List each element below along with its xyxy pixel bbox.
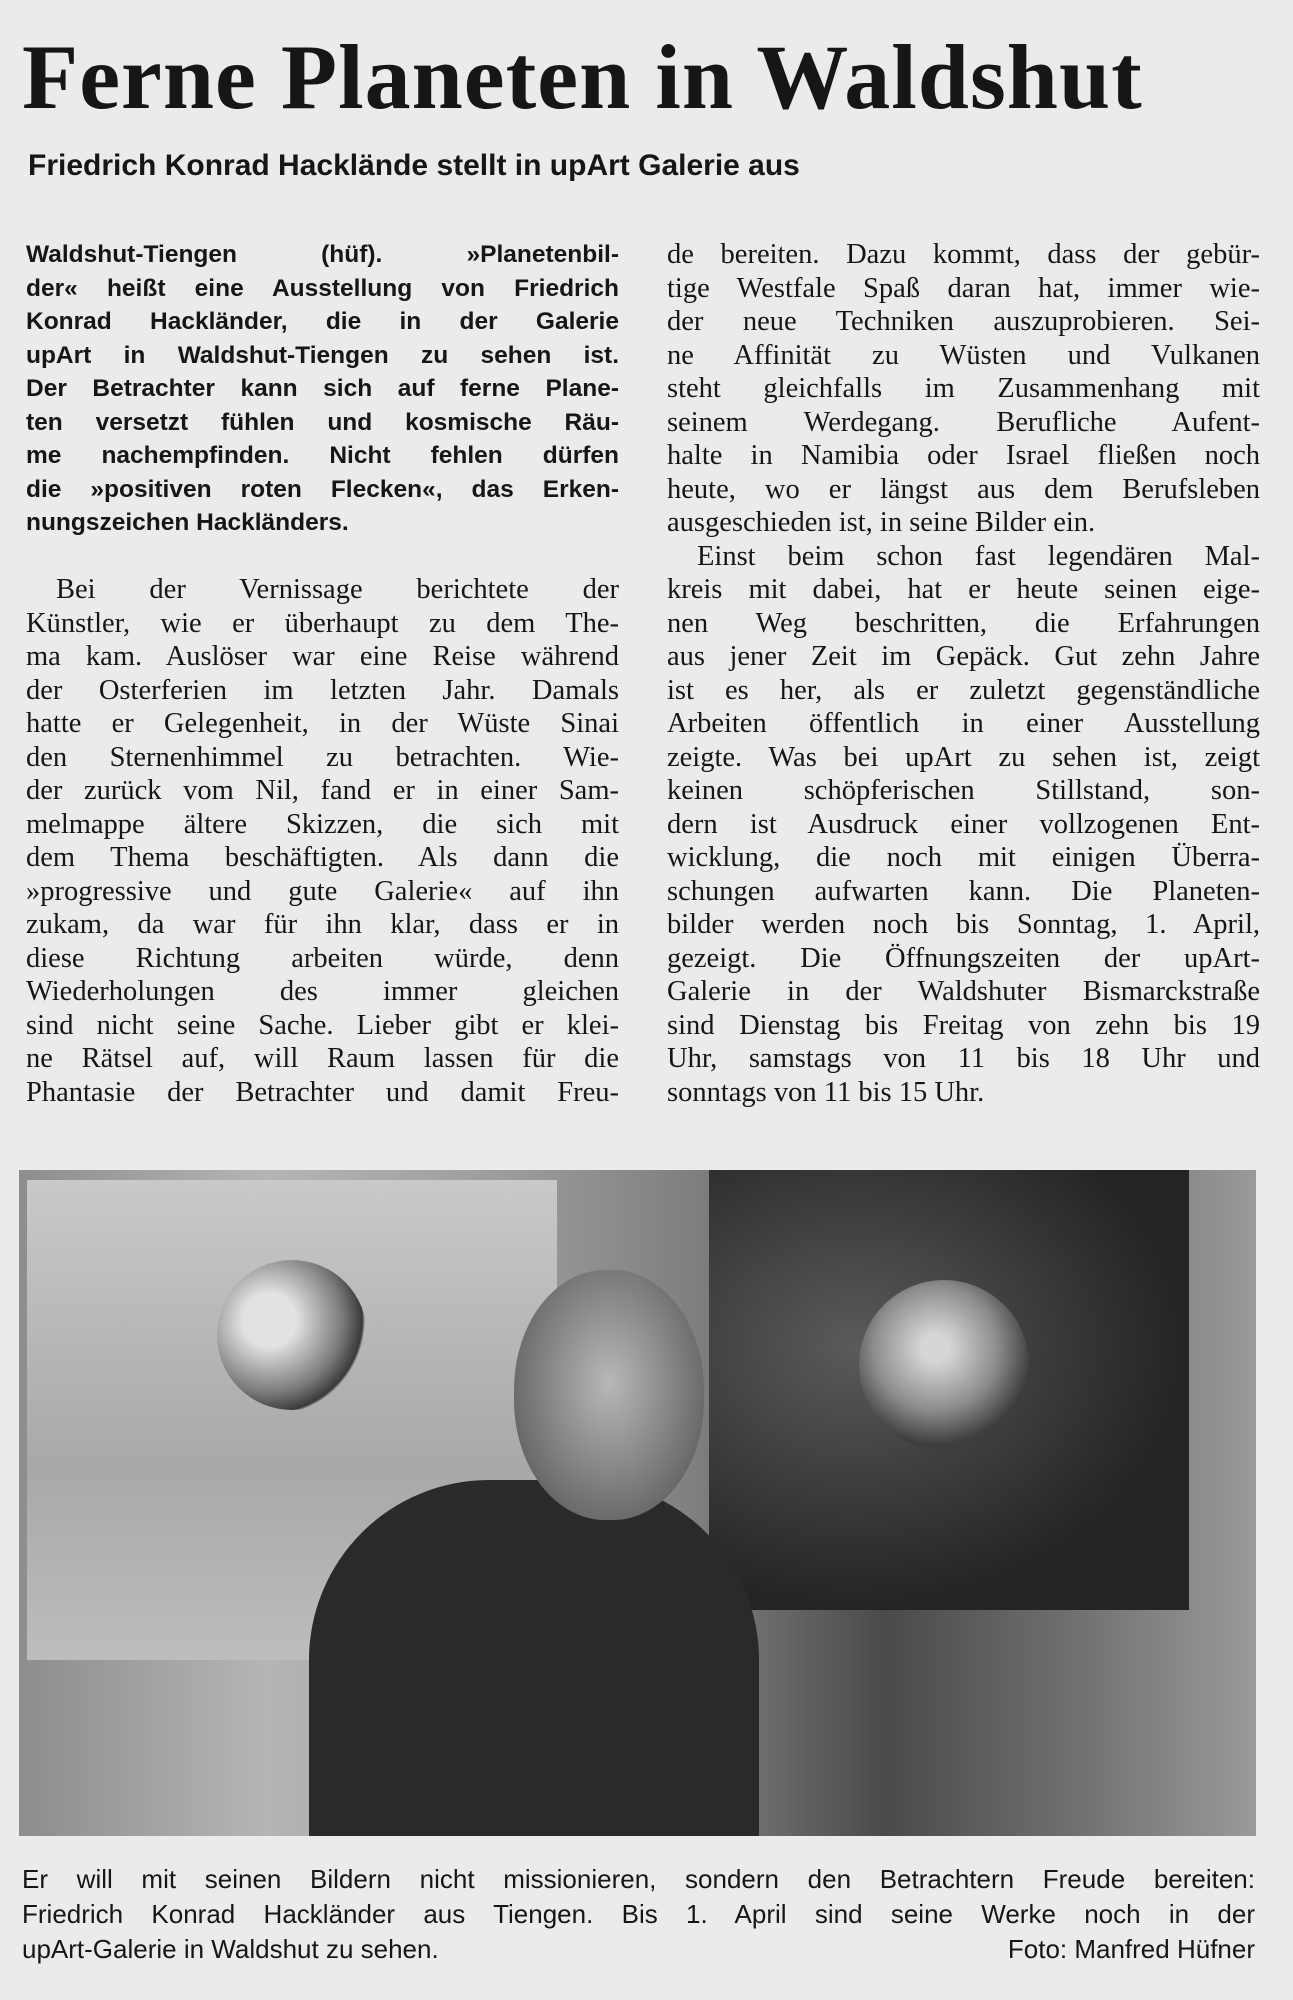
text-line: Künstler, wie er überhaupt zu dem The- [26, 607, 619, 639]
article-column-left [26, 238, 619, 1109]
text-line: de bereiten. Dazu kommt, dass der gebür- [667, 239, 1260, 270]
article-column-right [667, 238, 1260, 1109]
photo-caption [22, 1862, 1255, 1967]
text-line: nen Weg beschritten, die Erfahrungen [667, 607, 1260, 639]
text-line: nungszeichen Hackländers. [26, 509, 349, 536]
text-line: Galerie in der Waldshuter Bismarckstraße [667, 976, 1260, 1007]
text-line: der neue Techniken auszuprobieren. Sei- [667, 306, 1260, 337]
artist-figure [309, 1480, 759, 1836]
caption-line: Er will mit seinen Bildern nicht missionieren, sondern den Betrachtern Freude bereiten: [22, 1864, 1255, 1894]
text-line: der« heißt eine Ausstellung von Friedrich [26, 274, 619, 302]
text-line: wicklung, die noch mit einigen Überra- [667, 842, 1260, 873]
text-line: aus jener Zeit im Gepäck. Gut zehn Jahre [667, 641, 1260, 672]
text-line: Einst beim schon fast legendären Mal- [697, 540, 1260, 572]
text-line: ausgeschieden ist, in seine Bilder ein. [667, 507, 1096, 538]
caption-line [22, 1932, 1255, 1967]
body-paragraph [26, 573, 619, 1109]
caption-line-text: upArt-Galerie in Waldshut zu sehen. [22, 1934, 439, 1964]
text-line: seinem Werdegang. Berufliche Aufent- [667, 406, 1260, 438]
text-line: Konrad Hackländer, die in der Galerie [26, 308, 619, 335]
text-line: heute, wo er längst aus dem Berufsleben [667, 473, 1260, 505]
text-line: sind nicht seine Sache. Lieber gibt er klei- [26, 1009, 619, 1041]
text-line: gezeigt. Die Öffnungszeiten der upArt- [667, 942, 1260, 974]
photo-credit: Foto: Manfred Hüfner [1007, 1934, 1255, 1964]
subheadline: Friedrich Konrad Hacklände stellt in upArt Galerie aus [28, 149, 800, 182]
lede-paragraph [26, 238, 619, 540]
text-line: zukam, da war für ihn klar, dass er in [26, 909, 619, 940]
headline: Ferne Planeten in Waldshut [22, 26, 1143, 128]
text-line: ist es her, als er zuletzt gegenständliche [667, 674, 1260, 706]
text-line: halte in Namibia oder Israel fließen noch [667, 440, 1260, 471]
text-line: ne Affinität zu Wüsten und Vulkanen [667, 339, 1260, 371]
planet-painting-right [709, 1170, 1189, 1610]
text-line: bilder werden noch bis Sonntag, 1. April, [667, 909, 1260, 940]
artist-head [514, 1270, 704, 1520]
text-line: tige Westfale Spaß daran hat, immer wie- [667, 272, 1260, 304]
text-line: »progressive und gute Galerie« auf ihn [26, 875, 619, 907]
text-line: der zurück vom Nil, fand er in einer Sam- [26, 775, 619, 806]
text-line: ma kam. Auslöser war eine Reise während [26, 641, 619, 672]
text-line: Wiederholungen des immer gleichen [26, 976, 619, 1007]
text-line: me nachempfinden. Nicht fehlen dürfen [26, 442, 619, 469]
body-paragraph [667, 540, 1260, 1110]
text-line: den Sternenhimmel zu betrachten. Wie- [26, 741, 619, 773]
text-line: dern ist Ausdruck einer vollzogenen Ent- [667, 808, 1260, 840]
text-line: upArt in Waldshut-Tiengen zu sehen ist. [26, 341, 619, 369]
text-line: Der Betrachter kann sich auf ferne Plane- [26, 375, 619, 402]
text-line: hatte er Gelegenheit, in der Wüste Sinai [26, 708, 619, 739]
body-paragraph [667, 238, 1260, 540]
text-line: zeigte. Was bei upArt zu sehen ist, zeigt [667, 741, 1260, 773]
article-photo [19, 1170, 1256, 1836]
text-line: Bei der Vernissage berichtete der [56, 574, 619, 605]
text-line: Uhr, samstags von 11 bis 18 Uhr und [667, 1043, 1260, 1074]
text-line: ne Rätsel auf, will Raum lassen für die [26, 1043, 619, 1074]
text-line: Phantasie der Betrachter und damit Freu- [26, 1076, 619, 1108]
text-line: ten versetzt fühlen und kosmische Räu- [26, 408, 619, 436]
text-line: kreis mit dabei, hat er heute seinen eige- [667, 574, 1260, 605]
caption-line: Friedrich Konrad Hackländer aus Tiengen. Bis 1. April sind seine Werke noch in der [22, 1899, 1255, 1929]
text-line: dem Thema beschäftigten. Als dann die [26, 842, 619, 873]
text-line: schungen aufwarten kann. Die Planeten- [667, 875, 1260, 907]
text-line: Waldshut-Tiengen (hüf). »Planetenbil- [26, 241, 619, 268]
text-line: diese Richtung arbeiten würde, denn [26, 942, 619, 974]
text-line: melmappe ältere Skizzen, die sich mit [26, 808, 619, 840]
text-line: der Osterferien im letzten Jahr. Damals [26, 674, 619, 706]
planet-image [217, 1260, 367, 1410]
text-line: Arbeiten öffentlich in einer Ausstellung [667, 708, 1260, 739]
text-line: steht gleichfalls im Zusammenhang mit [667, 373, 1260, 404]
text-line: sonntags von 11 bis 15 Uhr. [667, 1076, 985, 1108]
planet-image [859, 1280, 1029, 1450]
text-line: sind Dienstag bis Freitag von zehn bis 19 [667, 1009, 1260, 1041]
text-line: keinen schöpferischen Stillstand, son- [667, 775, 1260, 806]
text-line: die »positiven roten Flecken«, das Erken- [26, 475, 619, 503]
